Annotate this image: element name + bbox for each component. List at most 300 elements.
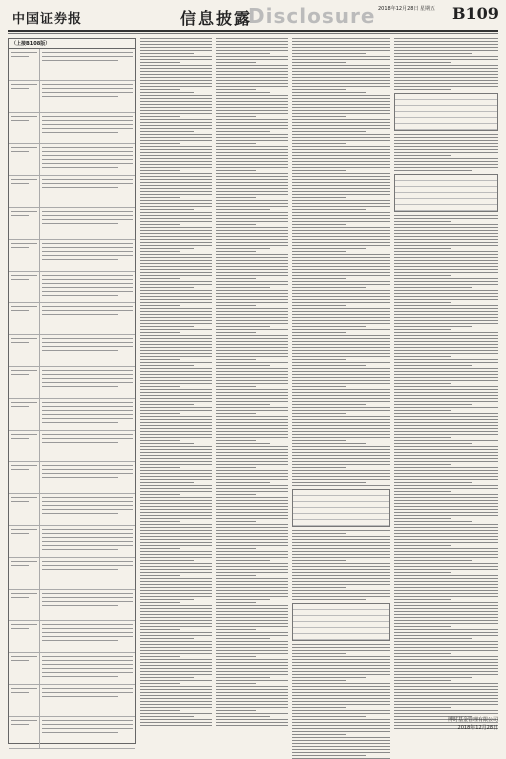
text-line xyxy=(11,183,29,184)
text-line xyxy=(140,683,180,684)
text-line xyxy=(140,308,212,309)
text-line xyxy=(394,323,498,324)
table-value-cell xyxy=(40,399,135,430)
text-line xyxy=(292,599,366,600)
text-line xyxy=(140,518,212,519)
text-line xyxy=(42,465,133,466)
table-row xyxy=(395,124,497,130)
text-line xyxy=(140,488,212,489)
text-line xyxy=(140,530,212,531)
text-line xyxy=(292,533,346,534)
text-line xyxy=(140,224,180,225)
text-line xyxy=(292,566,390,567)
text-line xyxy=(216,281,288,282)
text-line xyxy=(140,650,212,651)
text-line xyxy=(292,452,390,453)
text-line xyxy=(140,116,180,117)
table-value-cell xyxy=(40,717,135,748)
text-line xyxy=(216,101,288,102)
text-line xyxy=(394,638,472,639)
text-line xyxy=(292,575,390,576)
text-line xyxy=(140,446,212,447)
text-line xyxy=(42,601,133,602)
text-line xyxy=(394,482,472,483)
text-line xyxy=(394,710,498,711)
text-line xyxy=(292,716,366,717)
text-line xyxy=(292,149,390,150)
text-line xyxy=(292,596,390,597)
text-line xyxy=(140,263,212,264)
text-line xyxy=(216,563,288,564)
text-line xyxy=(292,215,390,216)
text-line xyxy=(140,212,212,213)
text-line xyxy=(394,272,498,273)
text-line xyxy=(394,695,498,696)
text-line xyxy=(140,440,180,441)
text-line xyxy=(140,365,194,366)
text-line xyxy=(42,92,133,93)
text-line xyxy=(292,365,366,366)
text-line xyxy=(140,473,212,474)
text-line xyxy=(216,509,288,510)
text-line xyxy=(292,263,390,264)
text-line xyxy=(140,521,180,522)
text-line xyxy=(11,624,37,625)
text-line xyxy=(292,77,390,78)
text-line xyxy=(292,218,390,219)
text-line xyxy=(292,173,390,174)
text-line xyxy=(216,185,288,186)
text-line xyxy=(42,672,133,673)
text-line xyxy=(216,464,288,465)
text-line xyxy=(216,374,288,375)
text-line xyxy=(216,179,288,180)
text-line xyxy=(216,545,288,546)
text-line xyxy=(216,530,288,531)
text-line xyxy=(140,626,212,627)
text-line xyxy=(216,170,256,171)
text-line xyxy=(292,467,346,468)
text-line xyxy=(11,52,37,53)
text-line xyxy=(216,497,288,498)
text-line xyxy=(394,419,498,420)
text-line xyxy=(216,653,288,654)
table-key-cell xyxy=(9,367,40,398)
text-line xyxy=(292,335,390,336)
text-line xyxy=(216,698,288,699)
text-line xyxy=(292,332,346,333)
text-line xyxy=(394,677,472,678)
text-line xyxy=(394,431,498,432)
text-line xyxy=(140,149,212,150)
text-line xyxy=(140,722,212,723)
text-line xyxy=(292,113,390,114)
text-line xyxy=(292,569,390,570)
text-line xyxy=(394,611,498,612)
text-line xyxy=(292,221,390,222)
text-line xyxy=(140,254,212,255)
text-line xyxy=(394,377,498,378)
text-line xyxy=(292,281,390,282)
text-line xyxy=(394,407,498,408)
text-line xyxy=(216,572,288,573)
text-line xyxy=(42,434,133,435)
text-line xyxy=(42,597,133,598)
text-line xyxy=(216,251,256,252)
text-line xyxy=(292,296,390,297)
text-line xyxy=(140,182,212,183)
text-line xyxy=(394,530,498,531)
text-line xyxy=(140,374,212,375)
text-line xyxy=(292,104,390,105)
text-line xyxy=(292,155,390,156)
text-line xyxy=(394,578,498,579)
text-line xyxy=(394,533,498,534)
text-line xyxy=(292,581,390,582)
text-line xyxy=(216,164,288,165)
text-line xyxy=(292,206,390,207)
text-line xyxy=(42,549,118,550)
text-line xyxy=(216,197,256,198)
text-line xyxy=(140,398,212,399)
text-line xyxy=(216,335,288,336)
text-line xyxy=(216,395,288,396)
text-line xyxy=(394,140,498,141)
text-line xyxy=(11,179,37,180)
text-line xyxy=(216,503,288,504)
text-line xyxy=(292,65,390,66)
text-line xyxy=(11,402,37,403)
text-line xyxy=(292,227,390,228)
text-line xyxy=(42,287,133,288)
text-line xyxy=(216,377,288,378)
text-line xyxy=(216,434,288,435)
text-line xyxy=(216,422,288,423)
text-line xyxy=(292,530,390,531)
text-line xyxy=(42,219,133,220)
text-line xyxy=(216,329,288,330)
text-line xyxy=(394,353,498,354)
text-line xyxy=(216,380,288,381)
text-line xyxy=(216,365,270,366)
text-line xyxy=(292,383,390,384)
text-line xyxy=(11,215,29,216)
text-line xyxy=(140,410,212,411)
text-line xyxy=(216,719,288,720)
table-row xyxy=(9,558,135,590)
text-line xyxy=(42,338,133,339)
text-line xyxy=(216,209,270,210)
text-line xyxy=(394,467,498,468)
text-line xyxy=(216,437,288,438)
text-line xyxy=(140,77,212,78)
text-line xyxy=(394,86,498,87)
text-line xyxy=(394,596,498,597)
text-line xyxy=(11,438,29,439)
text-line xyxy=(140,329,212,330)
text-line xyxy=(140,557,212,558)
text-line xyxy=(140,185,212,186)
text-line xyxy=(216,446,288,447)
text-line xyxy=(216,644,288,645)
table-value-cell xyxy=(40,81,135,112)
text-line xyxy=(140,236,212,237)
table-key-cell xyxy=(9,113,40,144)
text-line xyxy=(140,581,212,582)
text-line xyxy=(292,116,346,117)
text-line xyxy=(394,41,498,42)
text-line xyxy=(394,566,498,567)
text-line xyxy=(216,656,256,657)
text-line xyxy=(216,128,288,129)
text-line xyxy=(394,503,498,504)
text-line xyxy=(42,402,133,403)
text-line xyxy=(140,503,212,504)
table-key-cell xyxy=(9,399,40,430)
text-line xyxy=(292,224,346,225)
text-line xyxy=(140,659,212,660)
text-line xyxy=(394,80,498,81)
text-line xyxy=(140,680,212,681)
text-line xyxy=(140,614,212,615)
text-line xyxy=(394,644,498,645)
text-line xyxy=(292,590,390,591)
text-line xyxy=(216,113,288,114)
text-line xyxy=(42,469,133,470)
text-line xyxy=(140,233,212,234)
text-line xyxy=(216,569,288,570)
text-line xyxy=(292,71,390,72)
text-line xyxy=(42,179,133,180)
text-line xyxy=(42,473,133,474)
text-line xyxy=(216,302,288,303)
text-line xyxy=(292,455,390,456)
text-line xyxy=(216,50,288,51)
text-line xyxy=(140,602,180,603)
table-row xyxy=(9,176,135,208)
text-line xyxy=(292,152,390,153)
text-line xyxy=(42,88,133,89)
text-line xyxy=(42,147,133,148)
text-line xyxy=(394,293,498,294)
text-line xyxy=(394,650,498,651)
text-line xyxy=(292,194,390,195)
text-line xyxy=(394,83,498,84)
text-line xyxy=(394,506,498,507)
text-line xyxy=(292,689,390,690)
text-line xyxy=(140,485,212,486)
text-line xyxy=(140,275,212,276)
text-line xyxy=(140,194,212,195)
text-line xyxy=(216,263,288,264)
text-line xyxy=(394,668,498,669)
text-line xyxy=(42,84,133,85)
text-line xyxy=(42,251,133,252)
text-line xyxy=(292,317,390,318)
text-line xyxy=(216,560,270,561)
text-line xyxy=(140,560,194,561)
text-line xyxy=(216,479,288,480)
text-line xyxy=(42,692,133,693)
text-line xyxy=(140,317,212,318)
text-line xyxy=(42,386,118,387)
text-line xyxy=(216,557,288,558)
text-line xyxy=(140,110,212,111)
table-row xyxy=(9,526,135,558)
text-line xyxy=(140,419,212,420)
text-line xyxy=(394,656,498,657)
text-line xyxy=(216,104,288,105)
text-line xyxy=(42,56,133,57)
section-title-cn: 信息披露 xyxy=(180,9,253,28)
text-line xyxy=(140,578,212,579)
text-line xyxy=(216,383,288,384)
text-line xyxy=(216,425,288,426)
text-line xyxy=(140,173,212,174)
table-key-cell xyxy=(9,144,40,175)
text-line xyxy=(216,317,288,318)
text-line xyxy=(216,107,288,108)
text-line xyxy=(394,416,498,417)
text-line xyxy=(394,152,498,153)
text-line xyxy=(140,491,212,492)
text-line xyxy=(394,440,498,441)
text-line xyxy=(292,413,346,414)
text-line xyxy=(292,236,390,237)
text-line xyxy=(140,509,212,510)
text-line xyxy=(394,257,498,258)
text-line xyxy=(11,529,37,530)
text-line xyxy=(394,602,498,603)
text-line xyxy=(292,251,346,252)
table-value-cell xyxy=(40,431,135,462)
text-line xyxy=(216,359,256,360)
text-line xyxy=(292,371,390,372)
text-line xyxy=(216,533,288,534)
table-row xyxy=(9,144,135,176)
text-line xyxy=(292,188,390,189)
table-value-cell xyxy=(40,685,135,716)
text-line xyxy=(42,545,133,546)
text-line xyxy=(216,689,288,690)
text-line xyxy=(140,146,212,147)
text-line xyxy=(42,215,133,216)
text-line xyxy=(140,494,180,495)
table-row xyxy=(293,520,389,526)
text-line xyxy=(292,98,390,99)
text-line xyxy=(140,179,212,180)
text-line xyxy=(140,62,180,63)
text-line xyxy=(216,116,256,117)
text-line xyxy=(394,488,498,489)
text-line xyxy=(11,120,29,121)
text-line xyxy=(292,326,366,327)
text-line xyxy=(394,308,498,309)
text-line xyxy=(42,676,118,677)
text-line xyxy=(216,389,288,390)
text-line xyxy=(292,359,346,360)
text-line xyxy=(394,548,498,549)
text-line xyxy=(140,416,212,417)
table-row xyxy=(9,653,135,685)
text-line xyxy=(216,239,288,240)
table-row xyxy=(9,399,135,431)
table-key-cell xyxy=(9,335,40,366)
text-line xyxy=(140,686,212,687)
text-line xyxy=(216,404,270,405)
text-line xyxy=(394,584,498,585)
text-line xyxy=(394,686,498,687)
table-key-cell xyxy=(9,526,40,557)
text-line xyxy=(394,320,498,321)
text-line xyxy=(11,310,29,311)
text-line xyxy=(11,56,29,57)
text-line xyxy=(394,449,498,450)
text-line xyxy=(11,533,29,534)
text-line xyxy=(292,209,366,210)
text-line xyxy=(216,524,288,525)
text-line xyxy=(394,590,498,591)
text-line xyxy=(140,104,212,105)
text-line xyxy=(42,422,118,423)
text-line xyxy=(140,209,194,210)
text-line xyxy=(394,641,498,642)
text-line xyxy=(216,71,288,72)
text-line xyxy=(292,107,390,108)
text-line xyxy=(140,356,212,357)
text-line xyxy=(394,302,451,303)
text-line xyxy=(394,344,498,345)
text-line xyxy=(216,314,288,315)
text-line xyxy=(42,418,133,419)
text-line xyxy=(140,368,212,369)
text-line xyxy=(216,623,288,624)
text-line xyxy=(42,561,133,562)
text-line xyxy=(216,590,288,591)
text-line xyxy=(216,491,288,492)
text-line xyxy=(292,407,390,408)
text-line xyxy=(216,95,288,96)
text-line xyxy=(42,223,118,224)
text-line xyxy=(140,323,212,324)
text-line xyxy=(394,74,498,75)
text-line xyxy=(292,380,390,381)
text-line xyxy=(11,306,37,307)
text-line xyxy=(140,53,194,54)
text-line xyxy=(394,233,498,234)
text-line xyxy=(140,296,212,297)
text-line xyxy=(394,65,498,66)
text-line xyxy=(394,311,498,312)
text-line xyxy=(216,521,256,522)
text-line xyxy=(140,695,212,696)
text-line xyxy=(292,329,390,330)
text-line xyxy=(394,332,498,333)
text-line xyxy=(292,83,390,84)
text-line xyxy=(11,342,29,343)
text-line xyxy=(394,236,498,237)
text-line xyxy=(292,740,390,741)
text-line xyxy=(394,497,498,498)
text-line xyxy=(216,638,270,639)
text-line xyxy=(216,137,288,138)
text-line xyxy=(292,746,390,747)
text-line xyxy=(216,218,288,219)
text-line xyxy=(216,230,288,231)
text-line xyxy=(11,593,37,594)
page-header xyxy=(0,0,506,30)
text-line xyxy=(140,266,212,267)
